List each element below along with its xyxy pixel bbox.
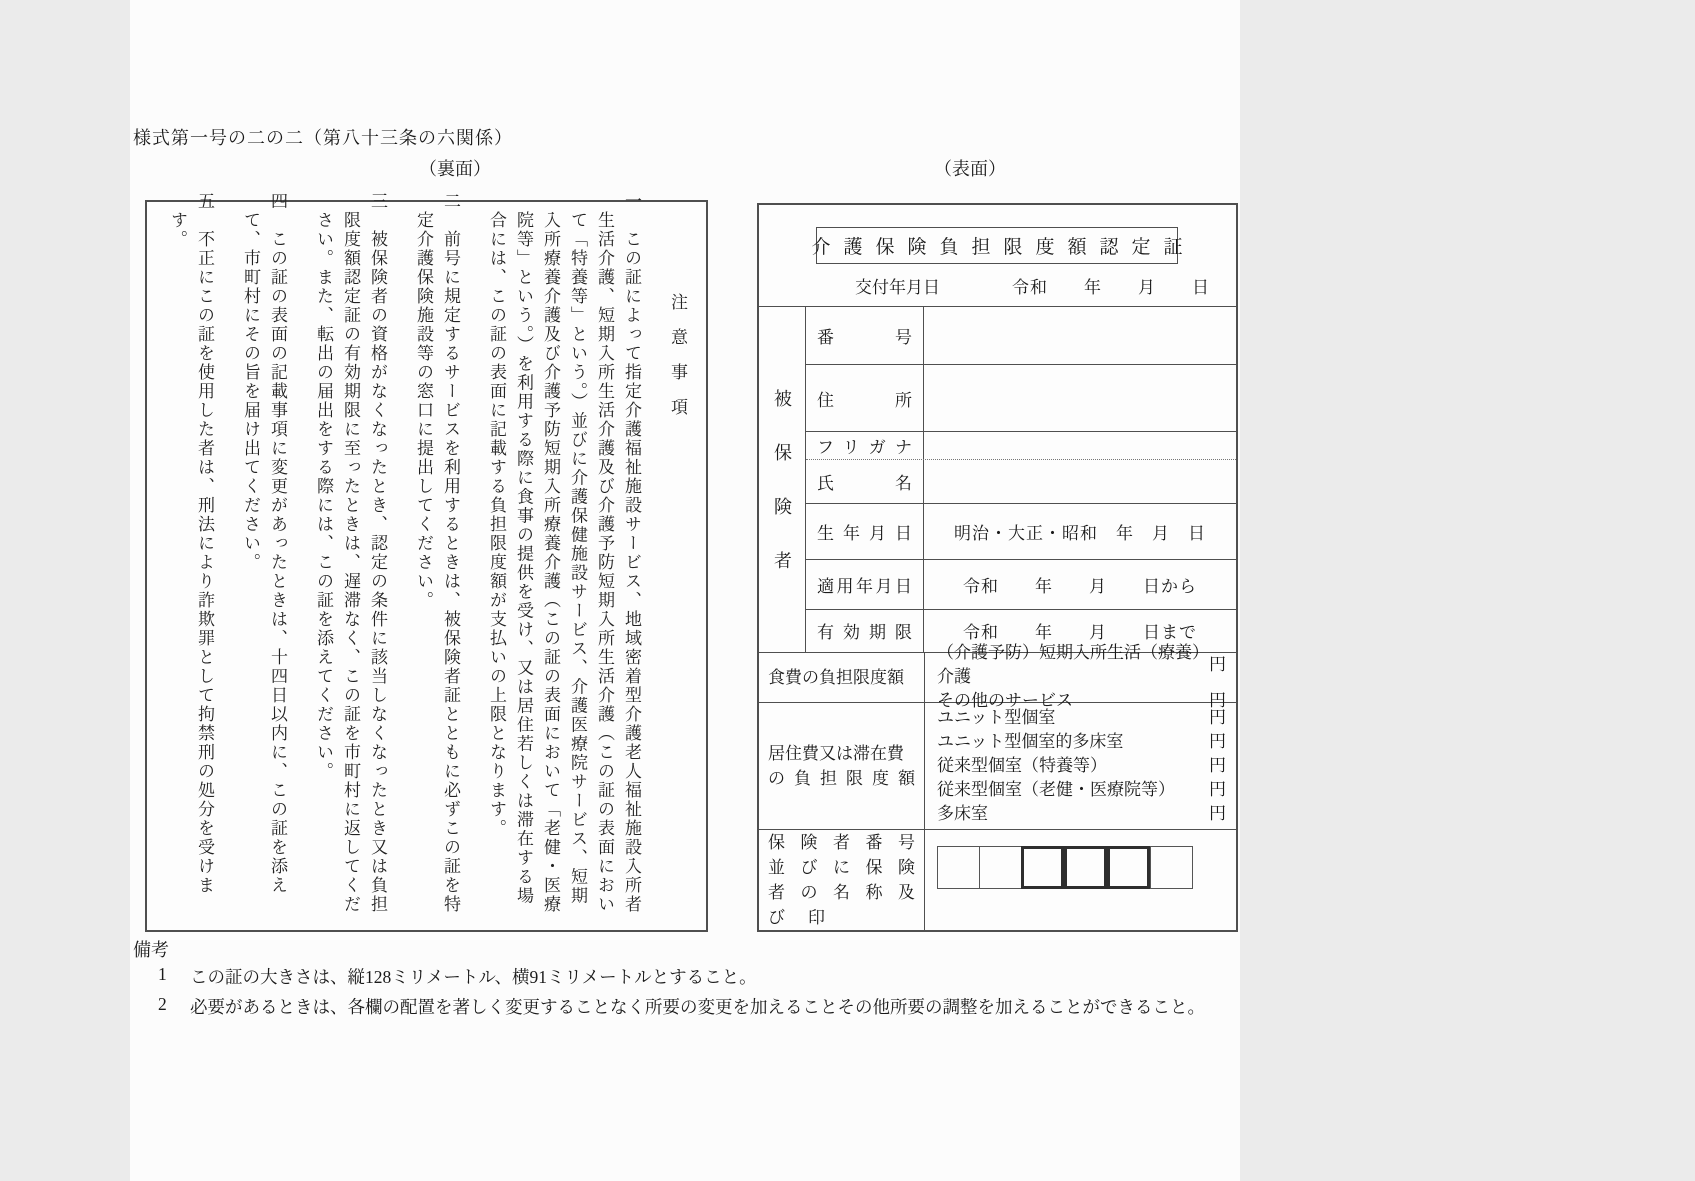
- front-side-box: [757, 203, 1238, 932]
- fee-line: [925, 802, 1236, 826]
- remark-item: [158, 994, 1205, 1019]
- note-item-1: 一 この証によって指定介護福祉施設サービス、地域密着型介護老人福祉施設入所者生活介護、短期入所生活介護及び介護予防短期入所生活介護（この証の表面において「特養等」という。）並びに介護保健施設サービス、介護医療院サービス、短期入所療養介護及び介護予防短期入所療養介護（この証の表面において「老健・医療院等」という。）を利用する際に食事の提供を受け、又は居住若しくは滞在する場合には、この証の表面に記載する負担限度額が支払いの上限となります。: [487, 192, 641, 914]
- insured-group-label: 被保険者: [772, 389, 792, 606]
- remark-number: 1: [158, 964, 167, 984]
- certificate-title-box: [811, 227, 1196, 264]
- name-label: 氏名: [817, 474, 912, 493]
- insurer-label-line1: 保険者番号: [768, 833, 915, 852]
- meal-fee-label-cell: [759, 653, 925, 702]
- fee-line-text: その他のサービス: [937, 691, 1073, 711]
- insurer-label-line2: 並びに保険: [768, 858, 915, 877]
- yen-unit: 円: [1209, 755, 1226, 775]
- note-item-2: 二 前号に規定するサービスを利用するときは、被保険者証とともに必ずこの証を特定介護保険施設等の窓口に提出してください。: [414, 192, 460, 914]
- insurer-number-cell: [937, 846, 980, 889]
- furigana-label: フリガナ: [817, 438, 912, 457]
- table-row-furigana: [806, 432, 1236, 460]
- insured-group-label-cell: [759, 307, 806, 652]
- fee-line-text: ユニット型個室的多床室: [937, 731, 1124, 751]
- name-field: [924, 460, 1236, 503]
- fee-line-text: ユニット型個室: [937, 707, 1056, 727]
- number-field: [924, 307, 1236, 364]
- residence-fee-label-line2: の負担限度額: [768, 768, 915, 788]
- issue-date-value: 令和 年 月 日: [1012, 277, 1210, 297]
- fee-line-text: 従来型個室（老健・医療院等）: [937, 779, 1175, 799]
- residence-fee-label-line1: 居住費又は滞在費: [768, 743, 904, 763]
- remark-number: 2: [158, 994, 167, 1014]
- insurer-label-line3: 者の名称及: [768, 883, 915, 902]
- insurer-label-cell: [759, 830, 925, 930]
- insurer-section: [759, 830, 1236, 930]
- start-date-field: 令和 年 月 日から: [963, 577, 1197, 596]
- form-number-label: 様式第一号の二の二（第八十三条の六関係）: [133, 128, 513, 148]
- remark-text: 必要があるときは、各欄の配置を著しく変更することなく所要の変更を加えることその他所要の調整を加えることができること。: [190, 997, 1205, 1017]
- note-item-3: 三 被保険者の資格がなくなったとき、認定の条件に該当しなくなったとき又は負担限度額認定証の有効期限に至ったときは、遅滞なく、この証を市町村に返してください。また、転出の届出をする際には、この証を添えてください。: [314, 192, 387, 914]
- residence-fee-section: [759, 703, 1236, 830]
- table-row-name: [806, 460, 1236, 504]
- insurer-number-cell: [979, 846, 1022, 889]
- fee-line-text: 多床室: [937, 803, 988, 823]
- insurer-number-cell: [1064, 846, 1107, 889]
- remark-item: [158, 964, 757, 989]
- insured-rows: [806, 307, 1236, 652]
- note-item-4: 四 この証の表面の記載事項に変更があったときは、十四日以内に、この証を添えて、市町村にその旨を届け出てください。: [241, 192, 287, 895]
- fee-line-text: （介護予防）短期入所生活（療養）介護: [937, 643, 1209, 687]
- notes-vertical-text: [164, 192, 691, 923]
- insurer-number-cell: [1150, 846, 1193, 889]
- meal-fee-section: [759, 643, 1236, 711]
- certificate-table: [759, 306, 1236, 930]
- front-side-caption: （表面）: [934, 159, 1006, 179]
- insurer-number-cell: [1107, 846, 1150, 889]
- fee-line-text: 従来型個室（特養等）: [937, 755, 1107, 775]
- address-field: [924, 365, 1236, 431]
- fee-line: [925, 706, 1236, 730]
- table-row-address: [806, 365, 1236, 432]
- insurer-number-cells: [937, 846, 1191, 889]
- remark-text: この証の大きさは、縦128ミリメートル、横91ミリメートルとすること。: [190, 967, 757, 987]
- insured-section: [759, 307, 1236, 653]
- yen-unit: 円: [1209, 779, 1226, 799]
- expiry-date-field: 令和 年 月 日まで: [963, 623, 1197, 643]
- back-side-caption: （裏面）: [419, 159, 491, 179]
- fee-line: [925, 778, 1236, 802]
- certificate-title: 介護保険負担限度額認定証: [811, 237, 1196, 258]
- table-row-number: [806, 307, 1236, 365]
- document-sheet: [130, 0, 1240, 1181]
- insurer-number-cell: [1021, 846, 1064, 889]
- yen-unit: 円: [1209, 655, 1226, 675]
- residence-fee-label-cell: [759, 703, 925, 829]
- start-date-label: 適用年月日: [817, 577, 912, 596]
- table-row-start-date: [806, 560, 1236, 610]
- meal-fee-label: 食費の負担限度額: [768, 667, 904, 687]
- table-row-birthdate: [806, 504, 1236, 560]
- insurer-content-cell: [925, 830, 1236, 930]
- back-side-box: [145, 192, 708, 932]
- issue-date-row: [759, 264, 1236, 306]
- insurer-label-line4: び印: [768, 908, 848, 927]
- number-label: 番号: [817, 328, 912, 347]
- birthdate-label: 生年月日: [817, 524, 912, 543]
- meal-fee-lines: [925, 643, 1236, 711]
- yen-unit: 円: [1209, 691, 1226, 711]
- remarks-heading: 備考: [133, 940, 169, 960]
- fee-line: [925, 641, 1236, 689]
- note-item-5: 五 不正にこの証を使用した者は、刑法により詐欺罪として拘禁刑の処分を受けます。: [168, 192, 214, 895]
- expiry-date-label: 有効期限: [817, 623, 912, 643]
- yen-unit: 円: [1209, 803, 1226, 823]
- furigana-field: [924, 432, 1236, 459]
- yen-unit: 円: [1209, 731, 1226, 751]
- address-label: 住所: [817, 390, 912, 410]
- fee-line: [925, 730, 1236, 754]
- issue-date-label: 交付年月日: [855, 277, 940, 297]
- notes-heading: 注意事項: [668, 293, 687, 433]
- fee-line: [925, 754, 1236, 778]
- birthdate-field: 明治・大正・昭和 年 月 日: [954, 524, 1206, 543]
- yen-unit: 円: [1209, 707, 1226, 727]
- residence-fee-lines: [925, 703, 1236, 829]
